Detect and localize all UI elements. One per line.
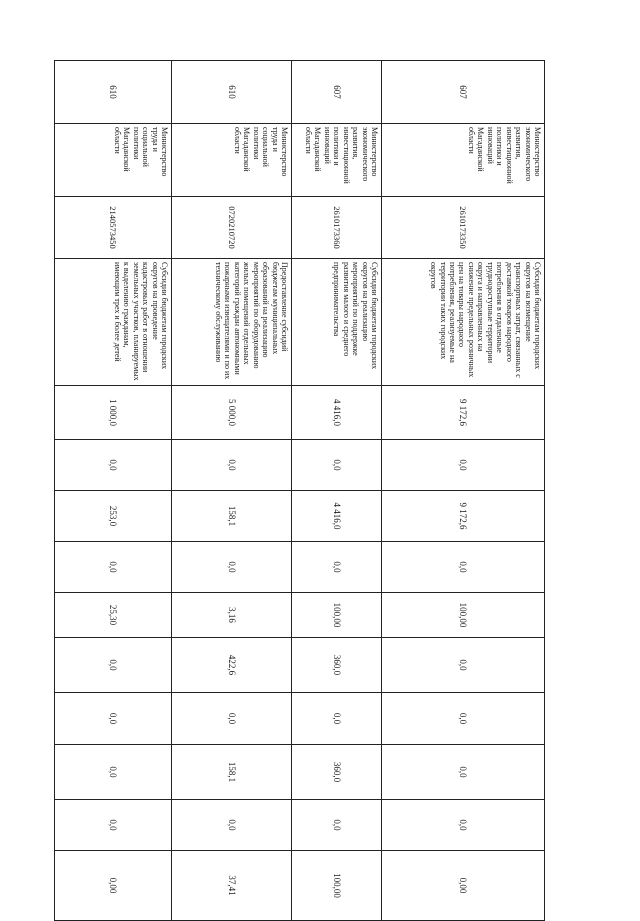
ministry-code-cell: 607 [292, 61, 382, 124]
value-cell: 0,0 [292, 693, 382, 745]
value-cell: 0,0 [382, 800, 545, 851]
description-cell: Субсидии бюджетам городских округов на возмещение транспортных затрат, связанных с доставкой товаров народного потребления в отдаленные труднодоступные территории округа и направленных на снижение предельных розничных цен на товары народного потребления, реализуемые на территории таких городских округов [382, 259, 545, 386]
value-cell: 0,0 [382, 745, 545, 800]
value-cell: 3,16 [172, 593, 292, 638]
value-cell: 0,0 [382, 542, 545, 593]
table-row [382, 61, 545, 921]
budget-code-cell: 2610173350 [382, 197, 545, 259]
value-cell: 0,00 [382, 851, 545, 921]
value-cell: 37,41 [172, 851, 292, 921]
ministry-name-cell: Министерство труда и социальной политики Магаданской области [55, 124, 172, 197]
ministry-code-cell: 610 [172, 61, 292, 124]
value-cell: 0,0 [292, 542, 382, 593]
value-cell: 5 000,0 [172, 386, 292, 440]
value-cell: 0,0 [172, 693, 292, 745]
table-row [292, 61, 382, 921]
value-cell: 0,0 [55, 693, 172, 745]
value-cell: 100,00 [292, 593, 382, 638]
value-cell: 0,0 [55, 745, 172, 800]
ministry-name-cell: Министерство экономического развития, инвестиционной политики и инноваций Магаданской области [382, 124, 545, 197]
value-cell: 0,0 [292, 440, 382, 491]
rotated-table-block [55, 60, 545, 898]
value-cell: 0,00 [55, 851, 172, 921]
ministry-code-cell: 607 [382, 61, 545, 124]
value-cell: 158,1 [172, 491, 292, 542]
table-body [55, 61, 545, 921]
value-cell: 422,6 [172, 638, 292, 693]
value-cell: 0,0 [382, 638, 545, 693]
value-cell: 4 416,0 [292, 491, 382, 542]
value-cell: 0,0 [382, 440, 545, 491]
value-cell: 1 000,0 [55, 386, 172, 440]
subsidies-table [54, 60, 545, 921]
value-cell: 0,0 [172, 800, 292, 851]
value-cell: 100,00 [292, 851, 382, 921]
value-cell: 0,0 [55, 440, 172, 491]
value-cell: 0,0 [292, 800, 382, 851]
ministry-name-cell: Министерство труда и социальной политики Магаданской области [172, 124, 292, 197]
budget-code-cell: 2610173360 [292, 197, 382, 259]
value-cell: 0,0 [382, 693, 545, 745]
value-cell: 253,0 [55, 491, 172, 542]
table-row [172, 61, 292, 921]
value-cell: 0,0 [55, 542, 172, 593]
value-cell: 100,00 [382, 593, 545, 638]
ministry-name-cell: Министерство экономического развития, инвестиционной политики и инноваций Магаданской области [292, 124, 382, 197]
description-cell: Субсидии бюджетам городских округов на реализацию мероприятий по поддержке развития малого и среднего предпринимательства [292, 259, 382, 386]
value-cell: 360,0 [292, 745, 382, 800]
table-row [55, 61, 172, 921]
value-cell: 158,1 [172, 745, 292, 800]
value-cell: 9 172,6 [382, 386, 545, 440]
value-cell: 9 172,6 [382, 491, 545, 542]
value-cell: 4 416,0 [292, 386, 382, 440]
budget-code-cell: 2140573450 [55, 197, 172, 259]
value-cell: 0,0 [55, 638, 172, 693]
value-cell: 0,0 [55, 800, 172, 851]
value-cell: 0,0 [172, 542, 292, 593]
description-cell: Предоставление субсидий бюджетам муниципальных образований на реализацию мероприятий по оборудованию жилых помещений отдельных категорий граждан автономными пожарными извещателями и по их техническому обслуживанию [172, 259, 292, 386]
value-cell: 25,30 [55, 593, 172, 638]
ministry-code-cell: 610 [55, 61, 172, 124]
value-cell: 360,0 [292, 638, 382, 693]
value-cell: 0,0 [172, 440, 292, 491]
description-cell: Субсидии бюджетам городских округов на проведение кадастровых работ в отношении земельных участков, планируемых к выделению гражданам, имеющим трех и более детей [55, 259, 172, 386]
budget-code-cell: 0720210720 [172, 197, 292, 259]
